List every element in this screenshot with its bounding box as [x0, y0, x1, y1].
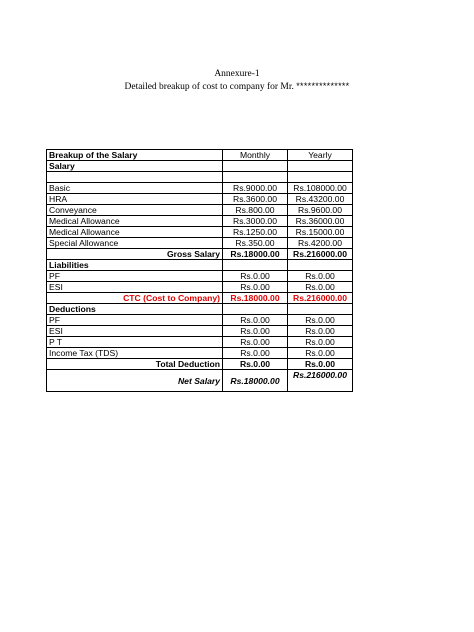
- row-yearly: Rs.0.00: [288, 348, 353, 359]
- row-yearly: Rs.4200.00: [288, 238, 353, 249]
- row-monthly: Rs.0.00: [223, 315, 288, 326]
- row-label: P T: [47, 337, 223, 348]
- ctc-row: [47, 293, 353, 304]
- table-row: [47, 238, 353, 249]
- table-row: [47, 337, 353, 348]
- table-row: [47, 282, 353, 293]
- row-yearly: Rs.36000.00: [288, 216, 353, 227]
- net-salary-row: [47, 370, 353, 392]
- row-yearly: Rs.0.00: [288, 337, 353, 348]
- blank-row: [47, 172, 353, 183]
- section-salary-row: [47, 161, 353, 172]
- row-label: HRA: [47, 194, 223, 205]
- row-label: ESI: [47, 326, 223, 337]
- row-label: Special Allowance: [47, 238, 223, 249]
- row-monthly: Rs.1250.00: [223, 227, 288, 238]
- annexure-title: Annexure-1: [214, 69, 260, 79]
- ctc-label: CTC (Cost to Company): [47, 293, 223, 304]
- row-yearly: Rs.9600.00: [288, 205, 353, 216]
- net-yearly: Rs.216000.00: [288, 370, 353, 392]
- row-yearly: Rs.0.00: [288, 282, 353, 293]
- row-label: Medical Allowance: [47, 216, 223, 227]
- empty-cell: [223, 304, 288, 315]
- section-deductions-row: [47, 304, 353, 315]
- salary-breakup-table: [46, 149, 353, 392]
- table-row: [47, 205, 353, 216]
- row-label: PF: [47, 315, 223, 326]
- header-monthly: Monthly: [223, 150, 288, 161]
- row-yearly: Rs.0.00: [288, 271, 353, 282]
- table-header-row: [47, 150, 353, 161]
- row-label: Income Tax (TDS): [47, 348, 223, 359]
- table-row: [47, 216, 353, 227]
- table-row: [47, 183, 353, 194]
- row-monthly: Rs.350.00: [223, 238, 288, 249]
- gross-monthly: Rs.18000.00: [223, 249, 288, 260]
- document-subtitle: [0, 81, 474, 93]
- section-liabilities-row: [47, 260, 353, 271]
- section-deductions: Deductions: [47, 304, 223, 315]
- gross-yearly: Rs.216000.00: [288, 249, 353, 260]
- net-label: Net Salary: [47, 370, 223, 392]
- row-label: Conveyance: [47, 205, 223, 216]
- total-deduction-yearly: Rs.0.00: [288, 359, 353, 370]
- row-monthly: Rs.0.00: [223, 282, 288, 293]
- gross-salary-row: [47, 249, 353, 260]
- empty-cell: [223, 161, 288, 172]
- row-monthly: Rs.800.00: [223, 205, 288, 216]
- row-yearly: Rs.108000.00: [288, 183, 353, 194]
- table-row: [47, 348, 353, 359]
- total-deduction-label: Total Deduction: [47, 359, 223, 370]
- row-monthly: Rs.9000.00: [223, 183, 288, 194]
- ctc-yearly: Rs.216000.00: [288, 293, 353, 304]
- row-label: PF: [47, 271, 223, 282]
- header-yearly: Yearly: [288, 150, 353, 161]
- empty-cell: [288, 172, 353, 183]
- row-yearly: Rs.0.00: [288, 326, 353, 337]
- section-liabilities: Liabilities: [47, 260, 223, 271]
- net-monthly: Rs.18000.00: [223, 370, 288, 392]
- row-label: Basic: [47, 183, 223, 194]
- total-deduction-row: [47, 359, 353, 370]
- row-monthly: Rs.0.00: [223, 337, 288, 348]
- empty-cell: [288, 260, 353, 271]
- row-monthly: Rs.0.00: [223, 348, 288, 359]
- row-yearly: Rs.0.00: [288, 315, 353, 326]
- table-row: [47, 315, 353, 326]
- header-label: Breakup of the Salary: [47, 150, 223, 161]
- row-monthly: Rs.0.00: [223, 326, 288, 337]
- row-monthly: Rs.3600.00: [223, 194, 288, 205]
- row-yearly: Rs.43200.00: [288, 194, 353, 205]
- subtitle-text: Detailed breakup of cost to company for Mr.: [124, 82, 297, 92]
- gross-label: Gross Salary: [47, 249, 223, 260]
- section-salary: Salary: [47, 161, 223, 172]
- row-monthly: Rs.3000.00: [223, 216, 288, 227]
- table-row: [47, 194, 353, 205]
- table-row: [47, 271, 353, 282]
- row-monthly: Rs.0.00: [223, 271, 288, 282]
- row-label: Medical Allowance: [47, 227, 223, 238]
- masked-name: **************: [296, 81, 350, 91]
- ctc-monthly: Rs.18000.00: [223, 293, 288, 304]
- row-yearly: Rs.15000.00: [288, 227, 353, 238]
- empty-cell: [288, 304, 353, 315]
- table-row: [47, 326, 353, 337]
- empty-cell: [288, 161, 353, 172]
- empty-cell: [223, 172, 288, 183]
- empty-cell: [47, 172, 223, 183]
- table-row: [47, 227, 353, 238]
- empty-cell: [223, 260, 288, 271]
- total-deduction-monthly: Rs.0.00: [223, 359, 288, 370]
- row-label: ESI: [47, 282, 223, 293]
